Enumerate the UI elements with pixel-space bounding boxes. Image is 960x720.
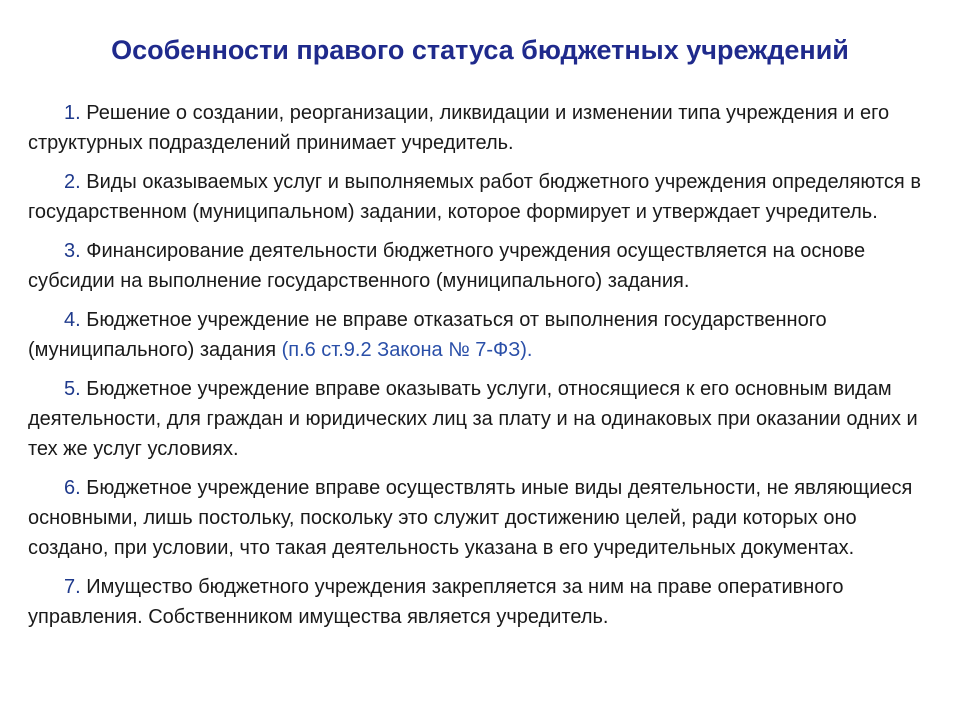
item-text: Финансирование деятельности бюджетного учреждения осуществляется на основе субсидии на выполнение государственного (муниципального) задания.	[28, 240, 866, 292]
item-number: 5.	[64, 378, 81, 400]
law-reference: (п.6 ст.9.2 Закона № 7-ФЗ).	[281, 339, 533, 361]
item-number: 7.	[64, 576, 81, 598]
item-number: 2.	[64, 171, 81, 193]
item-text: Бюджетное учреждение вправе оказывать услуги, относящиеся к его основным видам деятельности, для граждан и юридических лиц за плату и на одинаковых при оказании одних и тех же услуг условиях.	[28, 378, 918, 460]
item-text: Бюджетное учреждение вправе осуществлять иные виды деятельности, не являющиеся основными, лишь постольку, поскольку это служит достижению целей, ради которых оно создано, при условии, что такая деятельность указана в его учредительных документах.	[28, 477, 913, 559]
list-item-1	[28, 98, 938, 158]
list-item-2	[28, 167, 938, 227]
item-number: 6.	[64, 477, 81, 499]
list-item-4	[28, 305, 938, 365]
list-item-3	[28, 236, 938, 296]
list-item-7	[28, 572, 938, 632]
item-text: Бюджетное учреждение не вправе отказаться от выполнения государственного (муниципального) задания	[28, 309, 827, 361]
list-item-6	[28, 473, 938, 563]
item-number: 4.	[64, 309, 81, 331]
item-text: Имущество бюджетного учреждения закрепляется за ним на праве оперативного управления. Собственником имущества является учредитель.	[28, 576, 844, 628]
list-item-5	[28, 374, 938, 464]
item-text: Виды оказываемых услуг и выполняемых работ бюджетного учреждения определяются в государственном (муниципальном) задании, которое формирует и утверждает учредитель.	[28, 171, 921, 223]
item-text: Решение о создании, реорганизации, ликвидации и изменении типа учреждения и его структурных подразделений принимает учредитель.	[28, 102, 890, 154]
content-list	[28, 98, 938, 641]
item-number: 1.	[64, 102, 81, 124]
page-title: Особенности правого статуса бюджетных учреждений	[111, 35, 849, 65]
item-number: 3.	[64, 240, 81, 262]
